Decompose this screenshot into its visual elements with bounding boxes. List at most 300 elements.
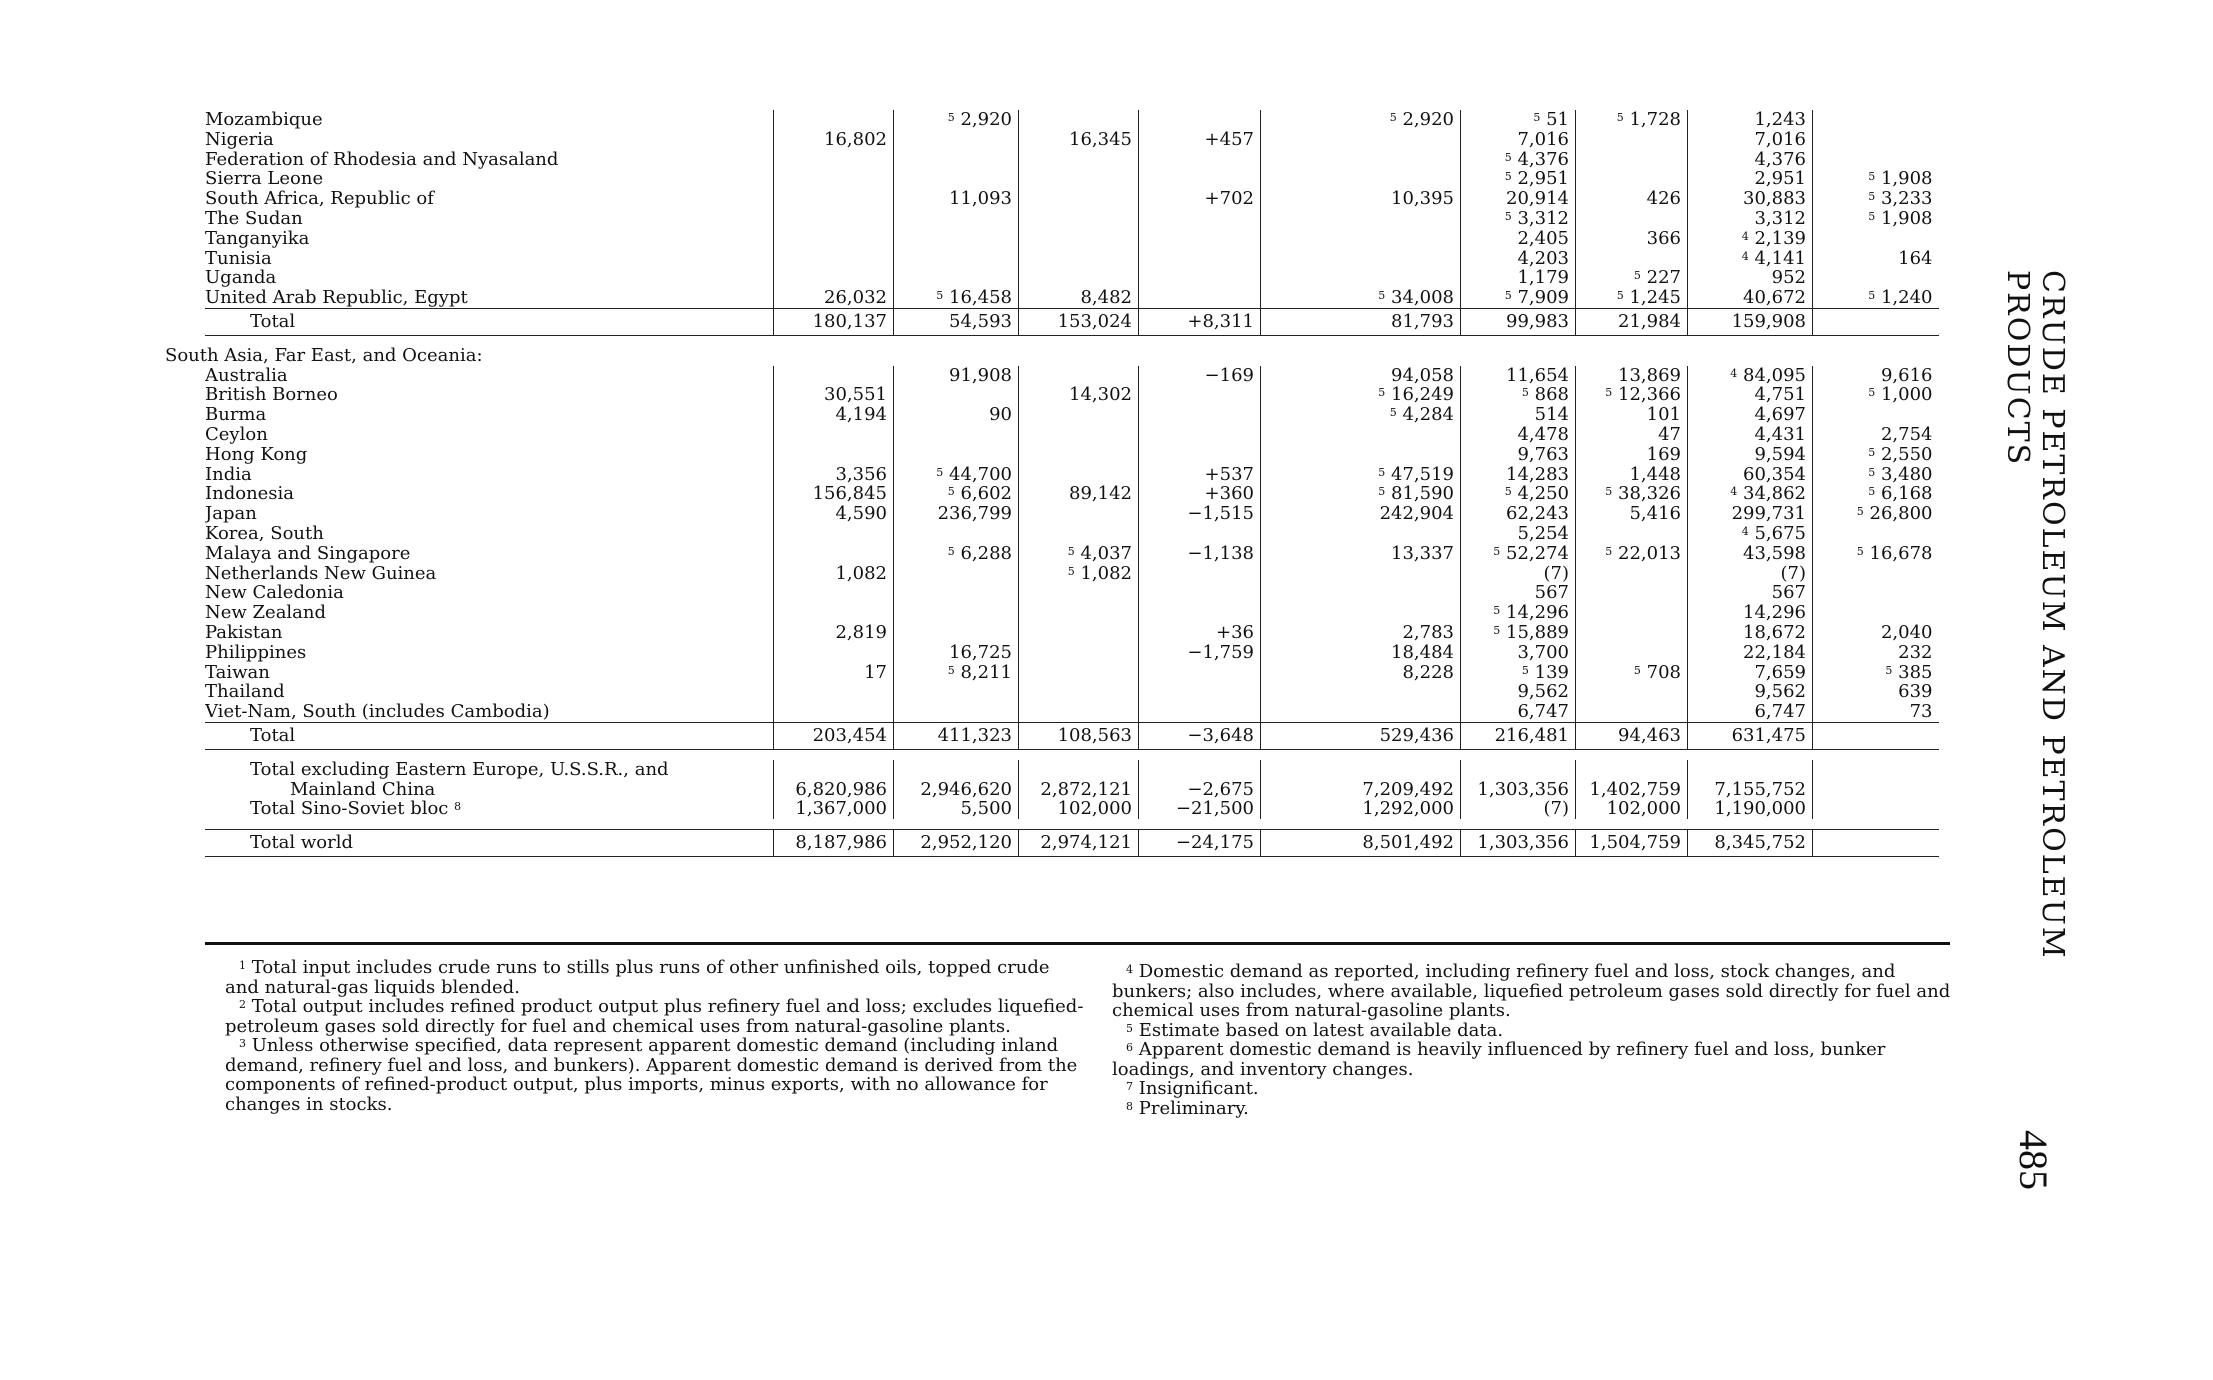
cell: 102,000 — [1576, 799, 1688, 819]
cell — [1139, 288, 1261, 308]
cell: $^5$ 14,296 — [1461, 603, 1576, 623]
footnote-number: 3 — [239, 1037, 246, 1050]
cell: 7,209,492 — [1261, 780, 1461, 800]
cell — [1019, 524, 1139, 544]
cell — [1576, 169, 1688, 189]
cell — [1576, 623, 1688, 643]
table-row — [205, 504, 1939, 524]
cell — [1019, 504, 1139, 524]
cell: −1,138 — [1139, 544, 1261, 564]
cell: $^5$ 7,909 — [1461, 288, 1576, 308]
footnote-ref: 5 — [1605, 544, 1613, 558]
cell — [1813, 830, 1939, 857]
cell — [774, 603, 894, 623]
cell — [1813, 229, 1939, 249]
footnote-number: 1 — [239, 959, 246, 972]
cell — [1576, 524, 1688, 544]
footnote-text: Total output includes refined product output plus refinery fuel and loss; excludes liquefied-petroleum gases sold directly for fuel and chemical uses from natural-gasoline plants. — [225, 996, 1084, 1037]
cell: $^5$ 4,284 — [1261, 405, 1461, 425]
cell: 5,416 — [1576, 504, 1688, 524]
cell — [1019, 366, 1139, 386]
cell: $^5$ 2,920 — [894, 110, 1019, 130]
cell — [1139, 209, 1261, 229]
cell: 4,751 — [1688, 385, 1813, 405]
country-label: Philippines — [205, 642, 307, 663]
cell: $^5$ 1,240 — [1813, 288, 1939, 308]
asia-total-row — [205, 722, 1939, 749]
cell — [1261, 249, 1461, 269]
country-label: Uganda — [205, 268, 277, 289]
cell: 4,478 — [1461, 425, 1576, 445]
cell — [774, 366, 894, 386]
country-label: Ceylon — [205, 424, 268, 445]
cell — [1576, 702, 1688, 722]
cell: 411,323 — [894, 722, 1019, 749]
table-row — [205, 150, 1939, 170]
footnotes-left — [225, 958, 1085, 1114]
cell: $^5$ 15,889 — [1461, 623, 1576, 643]
footnote-number: 4 — [1126, 963, 1133, 976]
cell — [1019, 702, 1139, 722]
excl-label-line-2: Mainland China — [290, 779, 436, 800]
cell — [894, 169, 1019, 189]
total-label: Total — [250, 310, 296, 332]
footnote-ref: 5 — [1605, 485, 1613, 499]
cell: 180,137 — [774, 308, 894, 335]
cell: 1,303,356 — [1461, 830, 1576, 857]
cell: $^5$ 708 — [1576, 663, 1688, 683]
cell — [894, 583, 1019, 603]
cell: 22,184 — [1688, 643, 1813, 663]
cell — [1813, 405, 1939, 425]
cell — [1813, 564, 1939, 584]
cell: 16,802 — [774, 130, 894, 150]
cell: 1,243 — [1688, 110, 1813, 130]
footnote — [1112, 1040, 1962, 1079]
cell: $^5$ 16,678 — [1813, 544, 1939, 564]
cell: $^5$ 1,000 — [1813, 385, 1939, 405]
cell — [1019, 229, 1139, 249]
cell — [1139, 682, 1261, 702]
footnote-ref: 5 — [1633, 269, 1641, 283]
cell: 631,475 — [1688, 722, 1813, 749]
footnote — [1112, 1079, 1962, 1099]
footnote-ref: 5 — [1868, 465, 1876, 479]
footnote-text: Unless otherwise specified, data represent apparent domestic demand (including inland demand, refinery fuel and loss, and bunkers). Apparent domestic demand is derived from the components of refined-product output, plus imports, minus exports, with no allowance for changes in stocks. — [225, 1035, 1078, 1115]
cell: 62,243 — [1461, 504, 1576, 524]
table-row — [205, 682, 1939, 702]
table-row — [205, 603, 1939, 623]
footnote-ref: 5 — [947, 111, 955, 124]
cell: 2,754 — [1813, 425, 1939, 445]
footnote-ref: 5 — [1885, 663, 1893, 677]
footnote-ref: 5 — [1504, 170, 1512, 184]
footnote-ref: 5 — [1504, 289, 1512, 303]
footnote-ref: 8 — [454, 800, 462, 814]
footnote-ref: 5 — [1868, 289, 1876, 303]
cell — [1813, 799, 1939, 819]
cell: 164 — [1813, 249, 1939, 269]
footnote-ref: 5 — [1521, 663, 1529, 677]
cell: 21,984 — [1576, 308, 1688, 335]
cell — [1139, 445, 1261, 465]
world-label: Total world — [250, 832, 354, 854]
cell — [774, 189, 894, 209]
footnote-number: 8 — [1126, 1099, 1133, 1113]
cell: 153,024 — [1019, 308, 1139, 335]
cell — [1261, 229, 1461, 249]
cell: +8,311 — [1139, 308, 1261, 335]
footnote-ref: 5 — [1389, 111, 1397, 124]
table-row — [205, 524, 1939, 544]
cell: 11,093 — [894, 189, 1019, 209]
cell: 514 — [1461, 405, 1576, 425]
cell: 94,058 — [1261, 366, 1461, 386]
cell — [1019, 169, 1139, 189]
cell: 9,562 — [1688, 682, 1813, 702]
country-label: The Sudan — [205, 208, 303, 229]
cell — [894, 623, 1019, 643]
cell — [774, 249, 894, 269]
cell — [774, 583, 894, 603]
cell — [1576, 583, 1688, 603]
table-row — [205, 366, 1939, 386]
footnote-ref: 5 — [1605, 386, 1613, 400]
cell: (7) — [1688, 564, 1813, 584]
cell: 89,142 — [1019, 484, 1139, 504]
cell: $^5$ 16,249 — [1261, 385, 1461, 405]
africa-total-row — [205, 308, 1939, 335]
cell: 3,700 — [1461, 643, 1576, 663]
cell: 2,040 — [1813, 623, 1939, 643]
table-row — [205, 663, 1939, 683]
cell: 7,659 — [1688, 663, 1813, 683]
cell: +36 — [1139, 623, 1261, 643]
country-label: New Zealand — [205, 603, 327, 623]
cell — [1261, 425, 1461, 445]
table-bottom-rule — [205, 942, 1950, 945]
footnote-ref: 5 — [1378, 289, 1386, 303]
country-label: British Borneo — [205, 385, 338, 406]
cell — [1139, 150, 1261, 170]
running-head: CRUDE PETROLEUM AND PETROLEUM PRODUCTS — [2000, 270, 2070, 960]
cell: 203,454 — [774, 722, 894, 749]
footnote-text: Insignificant. — [1133, 1078, 1259, 1099]
footnote-ref: 5 — [1493, 544, 1501, 558]
country-label: Korea, South — [205, 523, 324, 544]
sino-label: Total Sino-Soviet bloc — [250, 799, 449, 820]
cell: 4,697 — [1688, 405, 1813, 425]
cell — [1261, 583, 1461, 603]
cell — [1576, 130, 1688, 150]
cell — [1261, 682, 1461, 702]
cell — [1813, 780, 1939, 800]
cell: 169 — [1576, 445, 1688, 465]
cell: 2,974,121 — [1019, 830, 1139, 857]
country-label: Federation of Rhodesia and Nyasaland — [205, 149, 559, 170]
table-row — [205, 229, 1939, 249]
cell: $^5$ 12,366 — [1576, 385, 1688, 405]
cell: −1,515 — [1139, 504, 1261, 524]
footnote-ref: 4 — [1730, 366, 1738, 380]
footnote-ref: 4 — [1741, 229, 1749, 243]
world-total-row — [205, 830, 1939, 857]
footnote — [225, 958, 1085, 997]
cell — [1019, 603, 1139, 623]
cell: $^5$ 2,951 — [1461, 169, 1576, 189]
cell: 4,194 — [774, 405, 894, 425]
cell — [1261, 445, 1461, 465]
cell — [1139, 564, 1261, 584]
cell: 9,594 — [1688, 445, 1813, 465]
cell — [1139, 385, 1261, 405]
table-row — [205, 288, 1939, 308]
cell: 8,501,492 — [1261, 830, 1461, 857]
cell — [774, 544, 894, 564]
cell: +537 — [1139, 465, 1261, 485]
cell: 30,551 — [774, 385, 894, 405]
cell — [1019, 465, 1139, 485]
cell — [1019, 209, 1139, 229]
cell: 4,376 — [1688, 150, 1813, 170]
cell — [1261, 564, 1461, 584]
cell — [1139, 169, 1261, 189]
cell: $^5$ 4,037 — [1019, 544, 1139, 564]
africa-rows — [205, 110, 1939, 308]
footnote-ref: 5 — [1504, 485, 1512, 499]
cell: $^5$ 2,920 — [1261, 110, 1461, 130]
total-label: Total — [250, 724, 296, 746]
table-row — [205, 544, 1939, 564]
cell: +457 — [1139, 130, 1261, 150]
cell: 9,616 — [1813, 366, 1939, 386]
table-row — [205, 405, 1939, 425]
cell: $^5$ 4,250 — [1461, 484, 1576, 504]
cell: 14,283 — [1461, 465, 1576, 485]
cell: $^5$ 3,480 — [1813, 465, 1939, 485]
cell — [1261, 702, 1461, 722]
cell: 8,345,752 — [1688, 830, 1813, 857]
cell: 8,228 — [1261, 663, 1461, 683]
cell: $^5$ 1,082 — [1019, 564, 1139, 584]
footnote-ref: 5 — [1868, 170, 1876, 184]
cell: 159,908 — [1688, 308, 1813, 335]
cell: 9,763 — [1461, 445, 1576, 465]
cell: 108,563 — [1019, 722, 1139, 749]
cell: 18,484 — [1261, 643, 1461, 663]
cell: $^4$ 4,141 — [1688, 249, 1813, 269]
cell: 6,747 — [1688, 702, 1813, 722]
cell: −169 — [1139, 366, 1261, 386]
cell: 90 — [894, 405, 1019, 425]
cell: 2,951 — [1688, 169, 1813, 189]
cell — [1019, 663, 1139, 683]
cell: 2,872,121 — [1019, 780, 1139, 800]
footnote-ref: 5 — [1521, 386, 1529, 400]
table-row — [205, 643, 1939, 663]
footnote-ref: 5 — [1493, 604, 1501, 618]
cell — [1019, 682, 1139, 702]
cell: (7) — [1461, 799, 1576, 819]
asia-rows — [205, 366, 1939, 723]
cell: $^4$ 84,095 — [1688, 366, 1813, 386]
cell: $^5$ 227 — [1576, 268, 1688, 288]
footnote-ref: 5 — [1868, 485, 1876, 499]
cell — [1139, 229, 1261, 249]
country-label: Tunisia — [205, 248, 272, 269]
cell: 1,292,000 — [1261, 799, 1461, 819]
cell: 567 — [1688, 583, 1813, 603]
cell — [1261, 268, 1461, 288]
footnote-ref: 5 — [1504, 150, 1512, 164]
footnote-ref: 5 — [936, 465, 944, 479]
cell — [1261, 209, 1461, 229]
footnote-ref: 5 — [1067, 544, 1075, 558]
cell — [774, 445, 894, 465]
cell: 216,481 — [1461, 722, 1576, 749]
cell — [1576, 603, 1688, 623]
cell — [1261, 603, 1461, 623]
table-row — [205, 583, 1939, 603]
cell: 14,296 — [1688, 603, 1813, 623]
cell — [774, 150, 894, 170]
table-row — [205, 110, 1939, 130]
cell: 156,845 — [774, 484, 894, 504]
cell — [1019, 405, 1139, 425]
cell — [774, 209, 894, 229]
cell: −3,648 — [1139, 722, 1261, 749]
cell: 16,345 — [1019, 130, 1139, 150]
footnote-ref: 5 — [947, 663, 955, 677]
cell — [1139, 268, 1261, 288]
cell — [1139, 405, 1261, 425]
cell: 1,179 — [1461, 268, 1576, 288]
footnote-ref: 5 — [947, 544, 955, 558]
cell: 1,448 — [1576, 465, 1688, 485]
country-label: South Africa, Republic of — [205, 189, 434, 209]
cell: 43,598 — [1688, 544, 1813, 564]
cell: $^5$ 3,312 — [1461, 209, 1576, 229]
country-label: Nigeria — [205, 129, 274, 150]
country-label: Viet-Nam, South (includes Cambodia) — [205, 702, 550, 723]
country-label: Thailand — [205, 682, 285, 703]
footnote — [1112, 1021, 1962, 1041]
country-label: United Arab Republic, Egypt — [205, 288, 468, 309]
cell — [1139, 702, 1261, 722]
footnote — [1112, 962, 1962, 1021]
cell: 14,302 — [1019, 385, 1139, 405]
cell — [894, 603, 1019, 623]
cell — [1139, 425, 1261, 445]
cell — [1019, 249, 1139, 269]
cell — [1139, 524, 1261, 544]
cell: 91,908 — [894, 366, 1019, 386]
footnote-number: 6 — [1126, 1041, 1133, 1054]
cell — [1813, 308, 1939, 335]
section-heading: South Asia, Far East, and Oceania: — [165, 345, 483, 366]
cell: 1,190,000 — [1688, 799, 1813, 819]
cell: $^5$ 26,800 — [1813, 504, 1939, 524]
cell: 242,904 — [1261, 504, 1461, 524]
cell: 7,016 — [1688, 130, 1813, 150]
footnote-number: 7 — [1126, 1080, 1133, 1093]
cell: 232 — [1813, 643, 1939, 663]
cell: $^5$ 1,728 — [1576, 110, 1688, 130]
cell: 4,431 — [1688, 425, 1813, 445]
cell: $^5$ 51 — [1461, 110, 1576, 130]
cell — [1576, 249, 1688, 269]
country-label: Tanganyika — [205, 228, 310, 249]
footnote — [225, 997, 1085, 1036]
country-label: Burma — [205, 405, 267, 425]
cell — [1139, 110, 1261, 130]
cell — [1261, 130, 1461, 150]
footnote-ref: 5 — [1533, 111, 1541, 124]
cell — [774, 682, 894, 702]
section-heading-row — [205, 346, 1939, 366]
statistics-table — [165, 110, 1939, 857]
cell: $^5$ 2,550 — [1813, 445, 1939, 465]
cell — [894, 682, 1019, 702]
footnote-ref: 5 — [1616, 289, 1624, 303]
cell: 639 — [1813, 682, 1939, 702]
cell: 60,354 — [1688, 465, 1813, 485]
cell: $^5$ 3,233 — [1813, 189, 1939, 209]
cell — [1261, 524, 1461, 544]
cell — [1261, 150, 1461, 170]
cell: 13,337 — [1261, 544, 1461, 564]
cell: 5,500 — [894, 799, 1019, 819]
cell: $^5$ 16,458 — [894, 288, 1019, 308]
cell — [1019, 189, 1139, 209]
footnote-ref: 5 — [936, 289, 944, 303]
cell: 81,793 — [1261, 308, 1461, 335]
cell — [1576, 682, 1688, 702]
cell: 13,869 — [1576, 366, 1688, 386]
cell: −2,675 — [1139, 780, 1261, 800]
cell: $^5$ 6,288 — [894, 544, 1019, 564]
excl-label-row — [205, 760, 1939, 780]
footnote — [1112, 1099, 1962, 1119]
country-label: Indonesia — [205, 484, 295, 505]
footnote-ref: 5 — [1493, 623, 1501, 637]
footnote-ref: 5 — [1378, 465, 1386, 479]
sino-total-row — [205, 799, 1939, 819]
cell: 236,799 — [894, 504, 1019, 524]
cell: 426 — [1576, 189, 1688, 209]
country-label: India — [205, 464, 252, 485]
cell: +702 — [1139, 189, 1261, 209]
excl-total-row — [205, 780, 1939, 800]
cell: 1,082 — [774, 564, 894, 584]
cell: 6,747 — [1461, 702, 1576, 722]
cell: $^5$ 6,602 — [894, 484, 1019, 504]
cell — [894, 229, 1019, 249]
cell: −1,759 — [1139, 643, 1261, 663]
cell: $^5$ 44,700 — [894, 465, 1019, 485]
page-number: 485 — [2011, 1130, 2056, 1190]
footnote-ref: 4 — [1741, 249, 1749, 263]
footnote-ref: 5 — [1856, 544, 1864, 558]
cell — [1019, 150, 1139, 170]
cell — [1813, 583, 1939, 603]
footnote-ref: 5 — [1378, 386, 1386, 400]
cell — [894, 249, 1019, 269]
cell: 1,367,000 — [774, 799, 894, 819]
footnote-ref: 5 — [1378, 485, 1386, 499]
cell — [1813, 110, 1939, 130]
cell — [1813, 130, 1939, 150]
